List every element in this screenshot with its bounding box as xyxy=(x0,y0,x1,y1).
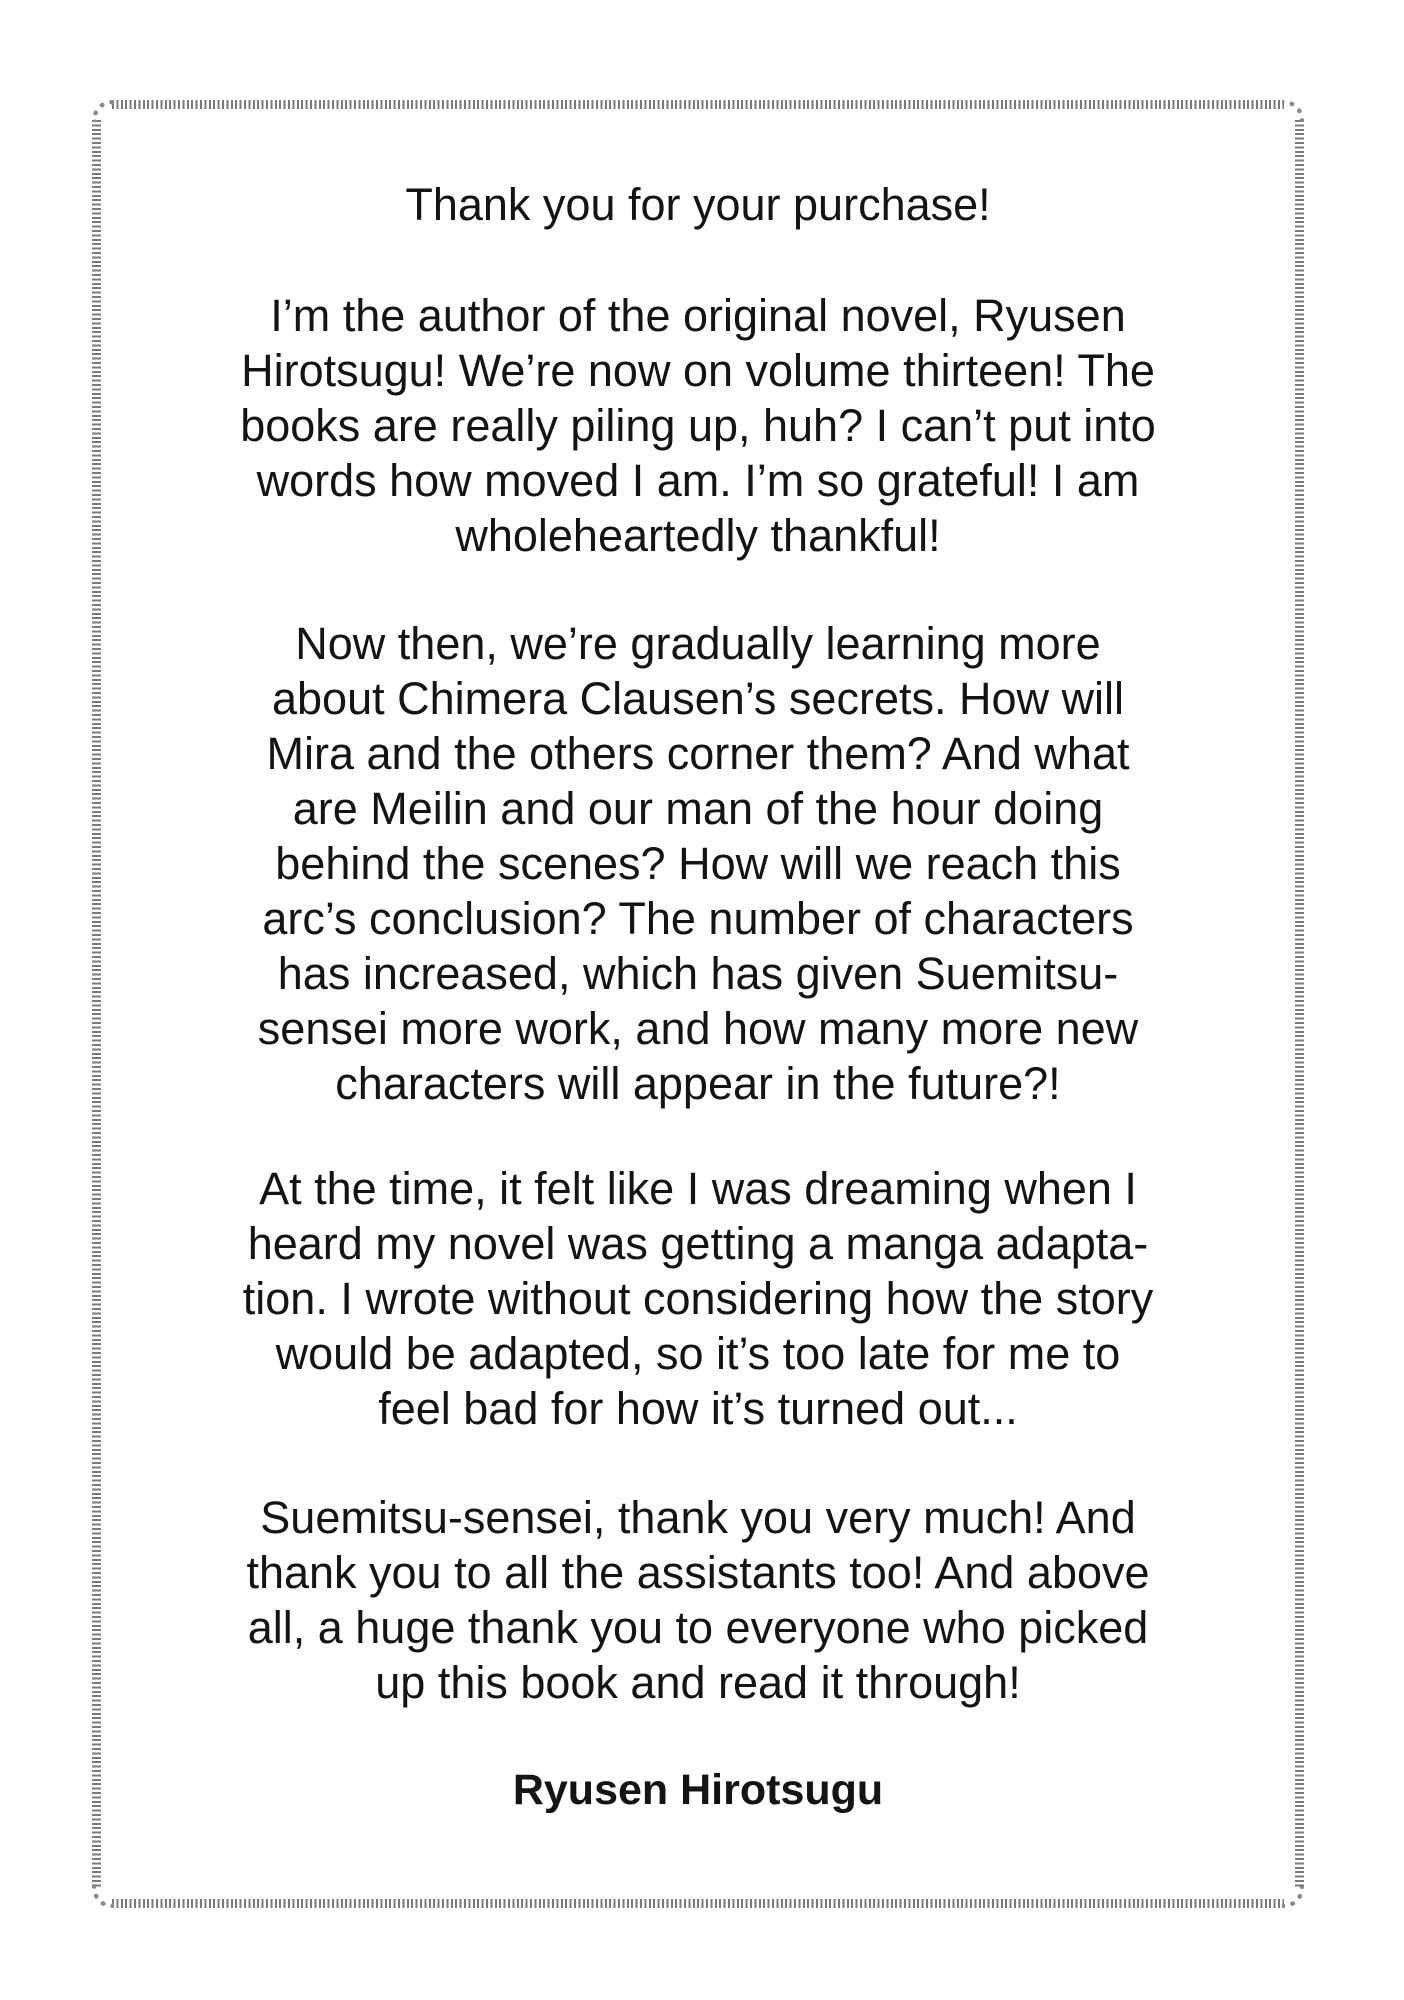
text-line: would be adapted, so it’s too late for me to xyxy=(275,1328,1121,1379)
text-line: feel bad for how it’s turned out... xyxy=(378,1383,1018,1434)
text-line: wholeheartedly thankful! xyxy=(455,510,941,561)
text-line: up this book and read it through! xyxy=(375,1657,1021,1708)
frame-border-left xyxy=(92,120,101,1888)
frame-corner xyxy=(1282,100,1304,122)
text-line: At the time, it felt like I was dreaming when I xyxy=(259,1163,1137,1214)
text-line: Now then, we’re gradually learning more xyxy=(295,618,1101,669)
frame-corner xyxy=(92,100,114,122)
frame-corner xyxy=(92,1886,114,1908)
text-line: books are really piling up, huh? I can’t put into xyxy=(240,400,1156,451)
paragraph-3 xyxy=(148,1161,1248,1436)
text-line: tion. I wrote without considering how the story xyxy=(242,1273,1154,1324)
paragraph-1 xyxy=(148,288,1248,563)
text-line: behind the scenes? How will we reach this xyxy=(275,838,1121,889)
signature xyxy=(148,1763,1248,1818)
text-line: words how moved I am. I’m so grateful! I am xyxy=(256,455,1140,506)
text-line: about Chimera Clausen’s secrets. How will xyxy=(271,673,1124,724)
letter-title xyxy=(148,177,1248,232)
text-line: thank you to all the assistants too! And above xyxy=(246,1547,1150,1598)
text-line: Mira and the others corner them? And what xyxy=(266,728,1130,779)
text-line: has increased, which has given Suemitsu- xyxy=(277,948,1119,999)
frame-border-bottom xyxy=(112,1899,1284,1908)
text-line: sensei more work, and how many more new xyxy=(257,1003,1139,1054)
signature-text: Ryusen Hirotsugu xyxy=(512,1766,884,1814)
text-line: Suemitsu-sensei, thank you very much! And xyxy=(260,1492,1136,1543)
frame-border-top xyxy=(112,100,1284,109)
text-line: heard my novel was getting a manga adapta- xyxy=(247,1218,1149,1269)
title-text: Thank you for your purchase! xyxy=(405,179,991,230)
text-line: I’m the author of the original novel, Ryusen xyxy=(270,290,1126,341)
text-line: Hirotsugu! We’re now on volume thirteen! The xyxy=(241,345,1155,396)
text-line: all, a huge thank you to everyone who picked xyxy=(247,1602,1149,1653)
frame-border-right xyxy=(1295,120,1304,1888)
paragraph-2 xyxy=(148,616,1248,1111)
text-line: arc’s conclusion? The number of characters xyxy=(262,893,1134,944)
frame-corner xyxy=(1282,1886,1304,1908)
paragraph-4 xyxy=(148,1490,1248,1710)
text-line: characters will appear in the future?! xyxy=(335,1058,1061,1109)
text-line: are Meilin and our man of the hour doing xyxy=(292,783,1104,834)
